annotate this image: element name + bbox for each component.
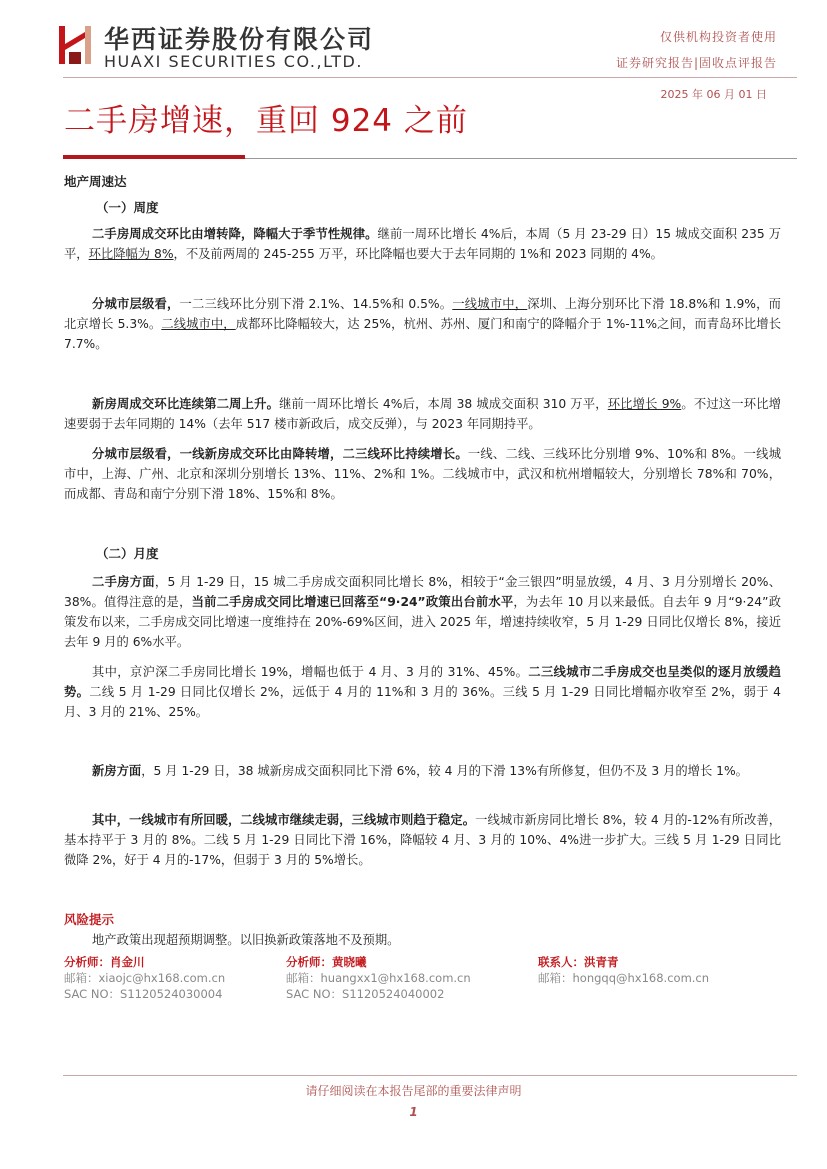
brand-name-cn: 华西证券股份有限公司 [104,25,375,54]
contact-email[interactable]: 邮箱：hongqq@hx168.com.cn [538,971,710,985]
analyst-2-name: 分析师：黄晓曦 [286,955,367,969]
weekly-paragraph-2: 分城市层级看，一二三线环比分别下滑 2.1%、14.5%和 0.5%。一线城市中，深圳、上海分别环比下滑 18.8%和 1.9%，而北京增长 5.3%。二线城市中，成都环比降幅较大，达 25%，杭州、苏州、厦门和南宁的降幅介于 1%-11%之间，而青岛环比增长 7.7%。 [64,297,781,351]
weekly-p1-highlight: 环比降幅为 8% [88,247,174,261]
monthly-paragraph-2: 其中，京沪深二手房同比增长 19%，增幅也低于 4 月、3 月的 31%、45%。二三线城市二手房成交也呈类似的逐月放缓趋势。二线 5 月 1-29 日同比仅增长 2%，远低于 4 月的 11%和 3 月的 36%。三线 5 月 1-29 日同比增幅亦收窄至 2%，弱于 4 月、3 月的 21%、25%。 [64,665,781,719]
monthly-p4-lead: 其中，一线城市有所回暖，二线城市继续走弱，三线城市则趋于稳定。 [92,813,476,827]
risk-heading: 风险提示 [64,912,115,927]
weekly-paragraph-3: 新房周成交环比连续第二周上升。继前一周环比增长 4%后，本周 38 城成交面积 310 万平，环比增长 9%。不过这一环比增速要弱于去年同期的 14%（去年 517 楼市新政后，成交反弹），与 2023 年同期持平。 [64,397,781,431]
weekly-heading: （一）周度 [96,200,159,215]
analyst-1-sac: SAC NO：S1120524030004 [64,987,223,1001]
monthly-paragraph-3: 新房方面，5 月 1-29 日，38 城新房成交面积同比下滑 6%，较 4 月的下滑 13%有所修复，但仍不及 3 月的增长 1%。 [92,764,748,778]
weekly-p3-highlight: 环比增长 9% [607,397,682,411]
footer-divider [63,1075,797,1076]
weekly-p1-lead: 二手房周成交环比由增转降，降幅大于季节性规律。 [92,227,378,241]
title-accent-bar [63,155,245,159]
weekly-paragraph-4: 分城市层级看，一线新房成交环比由降转增，二三线环比持续增长。一线、二线、三线环比分别增 9%、10%和 8%。一线城市中，上海、广州、北京和深圳分别增长 13%、11%、2%和 1%。二线城市中，武汉和杭州增幅较大，分别增长 78%和 70%，而成都、青岛和南宁分别下滑 18%、15%和 8%。 [64,447,781,501]
report-type-tag: 证券研究报告|固收点评报告 [615,56,777,70]
page-number: 1 [409,1105,418,1119]
report-title: 二手房增速，重回 924 之前 [64,103,468,139]
report-date: 2025 年 06 月 01 日 [660,88,767,101]
monthly-p2-emphasis: 二三线城市二手房成交也呈类似的逐月放缓趋势。 [64,665,781,699]
audience-tag: 仅供机构投资者使用 [659,30,777,44]
weekly-paragraph-1: 二手房周成交环比由增转降，降幅大于季节性规律。继前一周环比增长 4%后，本周（5 月 23-29 日）15 城成交面积 235 万平，环比降幅为 8%，不及前两周的 245-255 万平，环比降幅也要大于去年同期的 1%和 2023 同期的 4%。 [64,227,781,261]
brand-name-en: HUAXI SECURITIES CO.,LTD. [104,52,363,71]
section-heading: 地产周速达 [64,174,127,189]
monthly-heading: （二）月度 [96,546,159,561]
contact-name: 联系人：洪青青 [538,955,619,969]
weekly-p2-lead: 分城市层级看， [92,297,180,311]
analyst-2-sac: SAC NO：S1120524040002 [286,987,445,1001]
monthly-p1-emphasis: 当前二手房成交同比增速已回落至“9·24”政策出台前水平 [191,595,514,609]
weekly-p4-lead: 分城市层级看，一线新房成交环比由降转增，二三线环比持续增长。 [92,447,468,461]
title-divider [245,158,797,159]
analyst-2-email[interactable]: 邮箱：huangxx1@hx168.com.cn [286,971,471,985]
header-divider [63,77,797,78]
analyst-1-name: 分析师：肖金川 [64,955,145,969]
monthly-paragraph-4: 其中，一线城市有所回暖，二线城市继续走弱，三线城市则趋于稳定。一线城市新房同比增长 8%，较 4 月的-12%有所改善，基本持平于 3 月的 8%。二线 5 月 1-29 日同比下滑 16%，降幅较 4 月、3 月的 10%、4%进一步扩大。三线 5 月 1-29 日同比微降 2%，好于 4 月的-17%，但弱于 3 月的 5%增长。 [64,813,781,867]
weekly-p3-lead: 新房周成交环比连续第二周上升。 [92,397,280,411]
huaxi-logo-icon [55,22,95,68]
risk-text: 地产政策出现超预期调整。以旧换新政策落地不及预期。 [92,933,400,947]
analyst-1-email[interactable]: 邮箱：xiaojc@hx168.com.cn [64,971,226,985]
monthly-paragraph-1: 二手房方面，5 月 1-29 日，15 城二手房成交面积同比增长 8%，相较于“金三银四”明显放缓，4 月、3 月分别增长 20%、38%。值得注意的是，当前二手房成交同比增速已回落至“9·24”政策出台前水平，为去年 10 月以来最低。自去年 9 月“9·24”政策发布以来，二手房成交同比增速一度维持在 20%-69%区间，进入 2025 年，增速持续收窄，5 月 1-29 日同比仅增长 8%，接近去年 9 月的 6%水平。 [64,575,781,649]
legal-notice: 请仔细阅读在本报告尾部的重要法律声明 [305,1084,522,1098]
